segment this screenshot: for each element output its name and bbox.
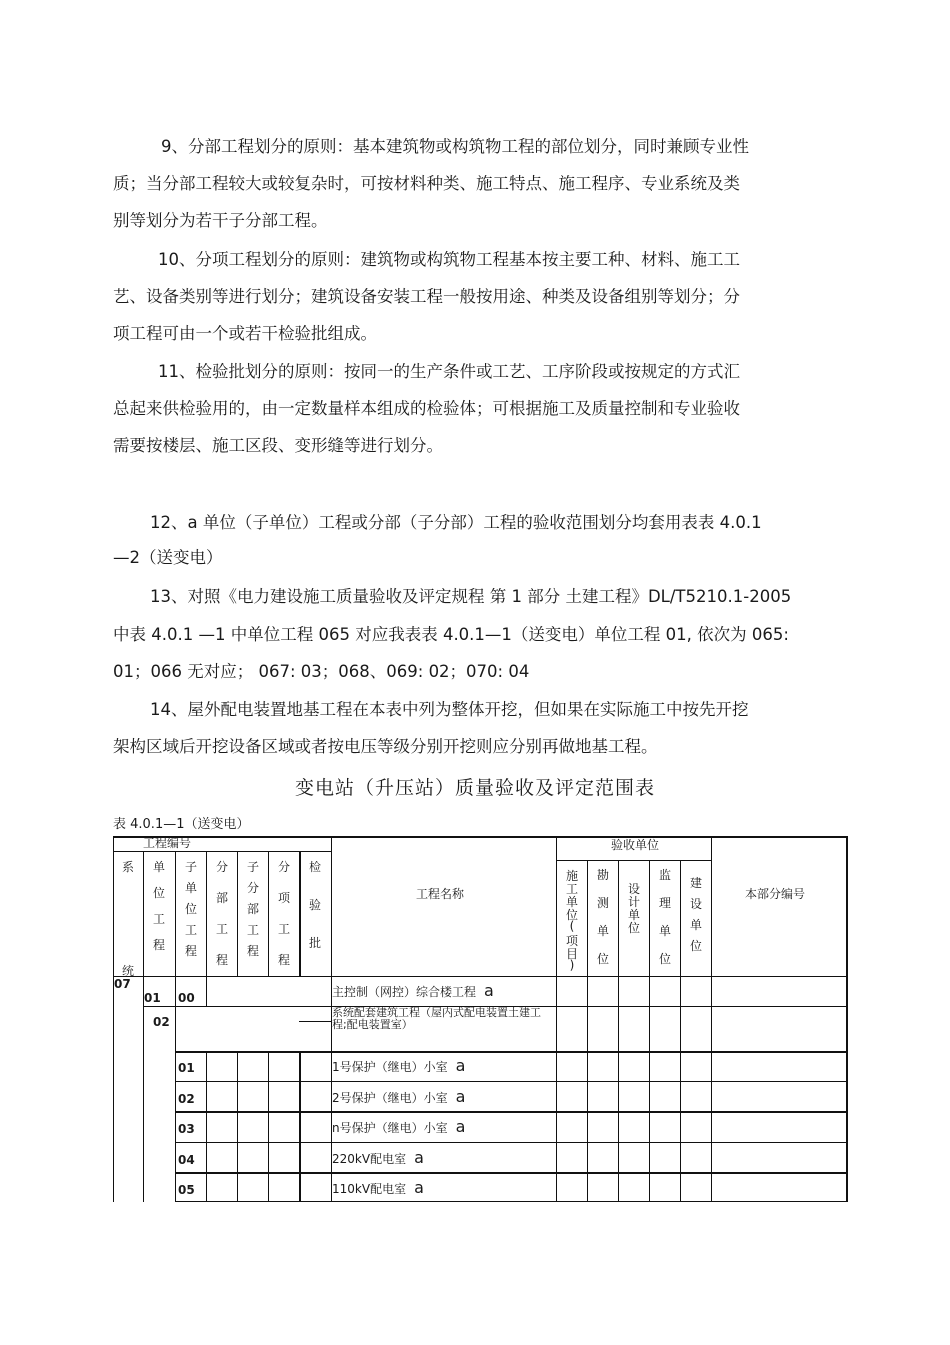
table-border — [175, 1051, 848, 1053]
table-border — [206, 1051, 207, 1202]
table-title: 变电站（升压站）质量验收及评定范围表 — [294, 777, 655, 799]
header-char: 位 — [689, 939, 702, 953]
project-name — [332, 981, 494, 1000]
header-char: 位 — [152, 886, 165, 900]
table-border — [237, 851, 238, 976]
table-border — [680, 860, 681, 1202]
table-border — [618, 860, 619, 1202]
paragraph-line: 项工程可由一个或若干检验批组成。 — [113, 324, 377, 343]
header-char: 批 — [308, 936, 321, 950]
grade-mark: a — [455, 1056, 466, 1075]
quality-acceptance-table — [113, 836, 848, 1202]
table-border — [649, 860, 650, 1202]
table-border — [299, 1021, 331, 1022]
header-char: 设 — [627, 882, 640, 896]
header-char: 勘 — [596, 868, 609, 882]
header-char: 程 — [152, 938, 165, 952]
header-char: 施 — [565, 869, 578, 883]
paragraph-line: —2（送变电） — [113, 548, 223, 567]
paragraph-line: 需要按楼层、施工区段、变形缝等进行划分。 — [113, 436, 443, 455]
paragraph-line: 中表 4.0.1 —1 中单位工程 065 对应我表表 4.0.1—1（送变电）单位工程 01, 依次为 065: — [113, 625, 789, 644]
header-char: 分 — [215, 860, 228, 874]
header-char: 位 — [627, 921, 640, 935]
header-char: 工 — [246, 923, 259, 937]
header-char: 系 — [121, 860, 134, 874]
header-char: 程 — [184, 944, 197, 958]
table-border — [113, 836, 848, 838]
table-border — [175, 1172, 848, 1174]
header-char: 位 — [184, 902, 197, 916]
table-border — [711, 836, 712, 1202]
header-char: 工 — [184, 923, 197, 937]
header-char: 理 — [658, 896, 671, 910]
grade-mark: a — [455, 1087, 466, 1106]
project-name-text: 主控制（网控）综合楼工程 — [332, 985, 477, 999]
table-border — [299, 1051, 301, 1202]
header-char: 部 — [215, 891, 228, 905]
code-division: 05 — [178, 1183, 195, 1197]
table-border — [143, 851, 144, 1202]
header-char: ( — [569, 919, 575, 933]
paragraph-line: 总起来供检验用的，由一定数量样本组成的检验体；可根据施工及质量控制和专业验收 — [113, 399, 740, 418]
table-border — [846, 836, 848, 1202]
header-project-code: 工程编号 — [143, 836, 192, 850]
paragraph-line: 9、分部工程划分的原则：基本建筑物或构筑物工程的部位划分，同时兼顾专业性 — [161, 137, 749, 156]
code-division: 02 — [178, 1092, 195, 1106]
header-char: 工 — [277, 922, 290, 936]
code-division: 03 — [178, 1122, 195, 1136]
code-unit: 01 — [144, 991, 161, 1005]
paragraph-line: 01；066 无对应； 067: 03；068、069: 02；070: 04 — [113, 662, 530, 681]
header-char: 建 — [689, 876, 702, 890]
header-project-name: 工程名称 — [416, 887, 465, 901]
header-char: 计 — [627, 895, 640, 909]
header-char: 程 — [277, 953, 290, 967]
header-char: 部 — [246, 902, 259, 916]
project-name-text: 1号保护（继电）小室 — [332, 1060, 448, 1074]
header-char: 单 — [658, 924, 671, 938]
header-char: 分 — [246, 881, 259, 895]
table-border — [113, 976, 848, 977]
grade-mark: a — [484, 981, 494, 1000]
table-border — [268, 1051, 269, 1202]
code-subunit: 02 — [153, 1015, 170, 1029]
paragraph-line: 质；当分部工程较大或较复杂时，可按材料种类、施工特点、施工程序、专业系统及类 — [113, 174, 740, 193]
header-char: 检 — [308, 860, 321, 874]
table-border — [175, 1111, 848, 1113]
paragraph-line: 11、检验批划分的原则：按同一的生产条件或工艺、工序阶段或按规定的方式汇 — [158, 362, 740, 381]
header-char: 位 — [658, 952, 671, 966]
header-char: 单 — [689, 918, 702, 932]
grade-mark: a — [455, 1117, 466, 1136]
table-border — [175, 851, 176, 1202]
project-name-text: n号保护（继电）小室 — [332, 1121, 448, 1135]
table-border — [556, 836, 557, 1202]
header-char: 单 — [184, 881, 197, 895]
paragraph-line: 12、a 单位（子单位）工程或分部（子分部）工程的验收范围划分均套用表表 4.0.1 — [150, 513, 762, 532]
code-division: 01 — [178, 1061, 195, 1075]
table-border — [237, 1051, 238, 1202]
project-name — [332, 1117, 465, 1136]
header-char: 单 — [565, 895, 578, 909]
project-name: 系统配套建筑工程（屋内式配电装置土建工程;配电装置室） — [332, 1006, 541, 1031]
header-char: 设 — [689, 897, 702, 911]
header-acceptance-units: 验收单位 — [611, 838, 660, 852]
header-char: 统 — [121, 964, 134, 978]
header-char: 工 — [565, 882, 578, 896]
header-char: 项 — [277, 891, 290, 905]
table-border — [175, 1142, 848, 1143]
header-char: 工 — [215, 922, 228, 936]
code-system: 07 — [114, 977, 131, 991]
header-char: 验 — [308, 898, 321, 912]
paragraph-line: 架构区域后开挖设备区域或者按电压等级分别开挖则应分别再做地基工程。 — [113, 737, 658, 756]
table-border — [587, 860, 588, 1202]
header-char: 测 — [596, 896, 609, 910]
table-border — [268, 851, 269, 976]
project-name-text: 2号保护（继电）小室 — [332, 1091, 448, 1105]
paragraph-line: 14、屋外配电装置地基工程在本表中列为整体开挖，但如果在实际施工中按先开挖 — [150, 700, 749, 719]
header-char: 分 — [277, 860, 290, 874]
code-division: 04 — [178, 1153, 195, 1167]
header-char: 单 — [596, 924, 609, 938]
table-border — [175, 1201, 848, 1202]
header-char: ) — [569, 958, 575, 972]
project-name-text: 220kV配电室 — [332, 1152, 407, 1166]
header-char: 项 — [565, 934, 578, 948]
grade-mark: a — [414, 1148, 424, 1167]
header-char: 单 — [627, 908, 640, 922]
paragraph-line: 13、对照《电力建设施工质量验收及评定规程 第 1 部分 土建工程》DL/T5210.1-2005 — [150, 587, 792, 606]
project-name — [332, 1148, 424, 1167]
header-char: 子 — [184, 860, 197, 874]
header-char: 位 — [596, 952, 609, 966]
header-char: 单 — [152, 860, 165, 874]
table-caption: 表 4.0.1—1（送变电） — [113, 817, 250, 832]
code-subunit: 00 — [178, 991, 195, 1005]
header-char: 监 — [658, 868, 671, 882]
header-char: 程 — [246, 944, 259, 958]
table-border — [113, 836, 114, 1202]
table-border — [206, 851, 207, 1006]
table-border — [175, 1081, 848, 1082]
project-name-text: 110kV配电室 — [332, 1182, 407, 1196]
table-border — [556, 860, 711, 861]
header-char: 位 — [565, 908, 578, 922]
header-self-code: 本部分编号 — [745, 887, 806, 901]
header-char: 工 — [152, 912, 165, 926]
project-name — [332, 1056, 465, 1075]
paragraph-line: 艺、设备类别等进行划分；建筑设备安装工程一般按用途、种类及设备组别等划分；分 — [113, 287, 740, 306]
header-char: 子 — [246, 860, 259, 874]
project-name — [332, 1178, 424, 1197]
header-char: 目 — [565, 947, 578, 961]
table-border — [299, 851, 301, 976]
grade-mark: a — [414, 1178, 424, 1197]
project-name — [332, 1087, 465, 1106]
paragraph-line: 10、分项工程划分的原则：建筑物或构筑物工程基本按主要工种、材料、施工工 — [158, 250, 740, 269]
header-char: 程 — [215, 953, 228, 967]
paragraph-line: 别等划分为若干子分部工程。 — [113, 211, 328, 230]
